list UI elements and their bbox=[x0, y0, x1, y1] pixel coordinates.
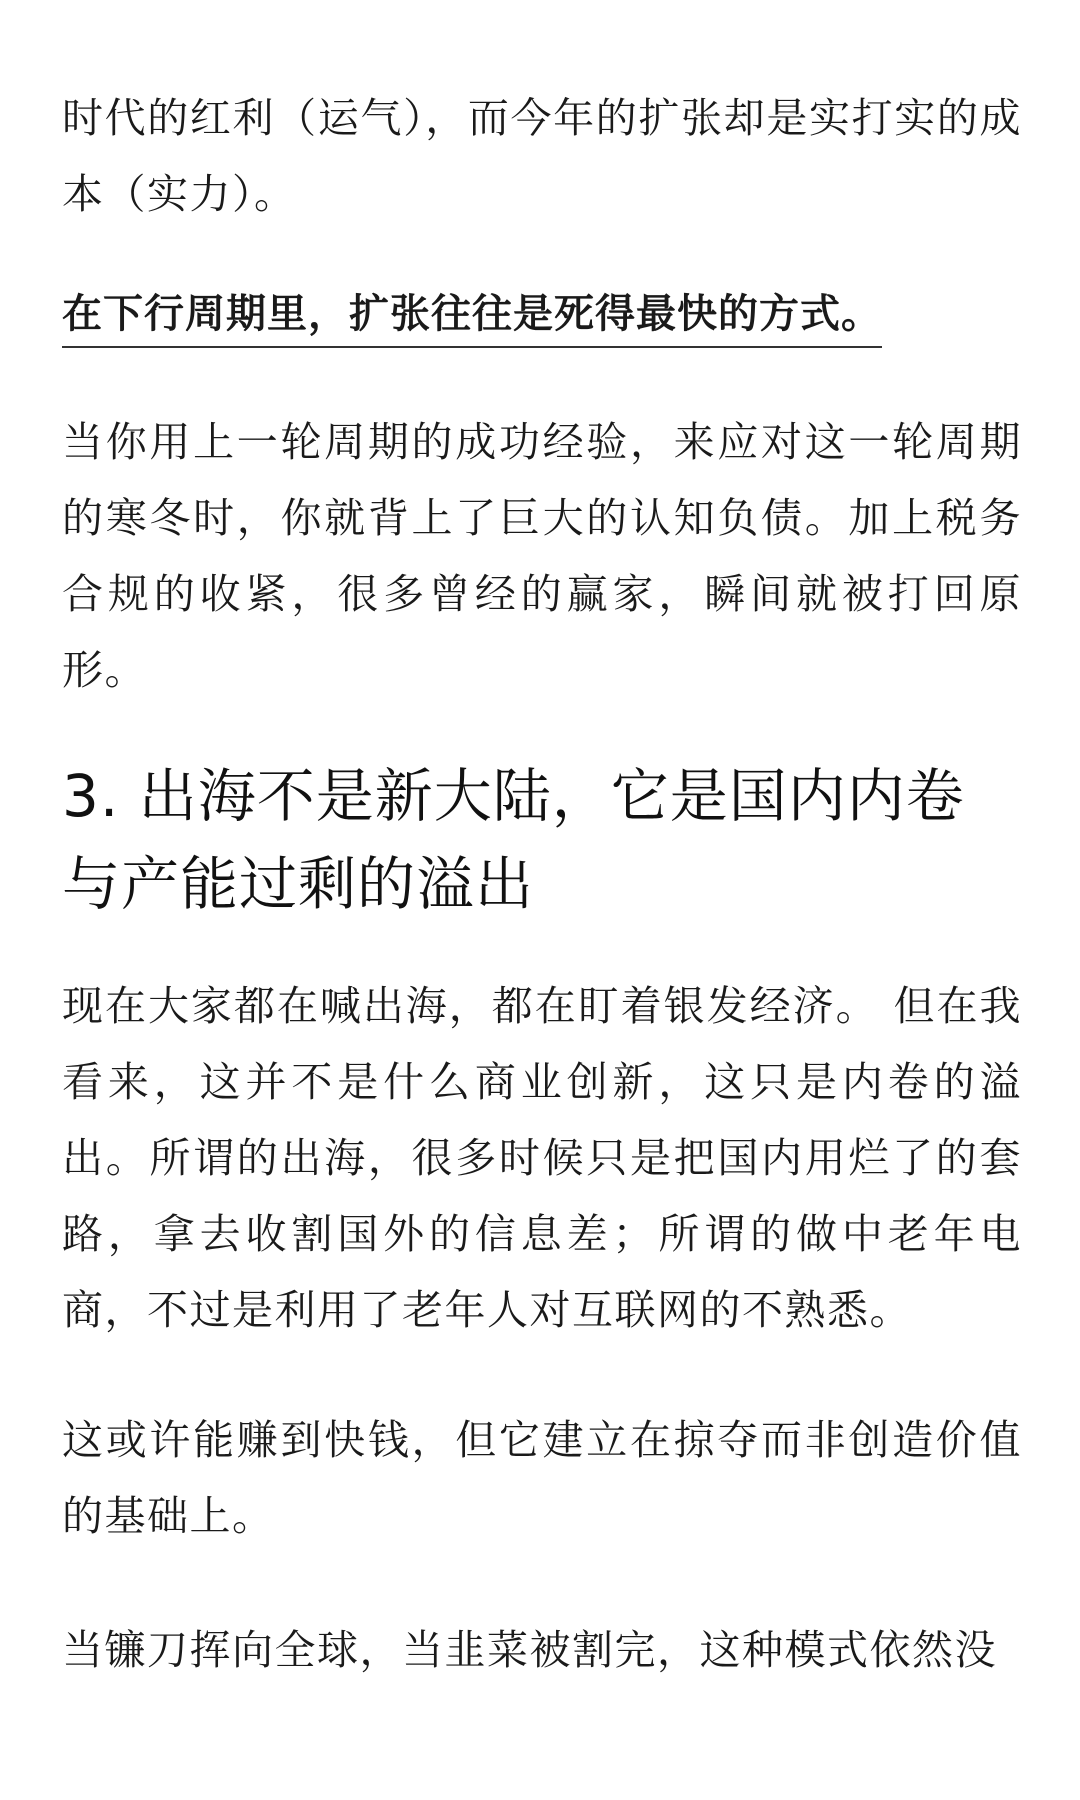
paragraph: 现在大家都在喊出海，都在盯着银发经济。 但在我看来，这并不是什么商业创新，这只是内卷的溢出。所谓的出海，很多时候只是把国内用烂了的套路，拿去收割国外的信息差；所谓的做中老年电商，不过是利用了老年人对互联网的不熟悉。 bbox=[62, 982, 1022, 1334]
paragraph: 当你用上一轮周期的成功经验，来应对这一轮周期的寒冬时，你就背上了巨大的认知负债。加上税务合规的收紧，很多曾经的赢家，瞬间就被打回原形。 bbox=[62, 418, 1022, 694]
section-heading: 3. 出海不是新大陆，它是国内内卷与产能过剩的溢出 bbox=[62, 762, 965, 918]
emphasis-text: 在下行周期里，扩张往往是死得最快的方式。 bbox=[62, 286, 882, 348]
paragraph: 这或许能赚到快钱，但它建立在掠夺而非创造价值的基础上。 bbox=[62, 1416, 1022, 1540]
paragraph: 当镰刀挥向全球，当韭菜被割完，这种模式依然没 bbox=[62, 1626, 997, 1674]
paragraph: 时代的红利（运气），而今年的扩张却是实打实的成本（实力）。 bbox=[62, 94, 1022, 218]
